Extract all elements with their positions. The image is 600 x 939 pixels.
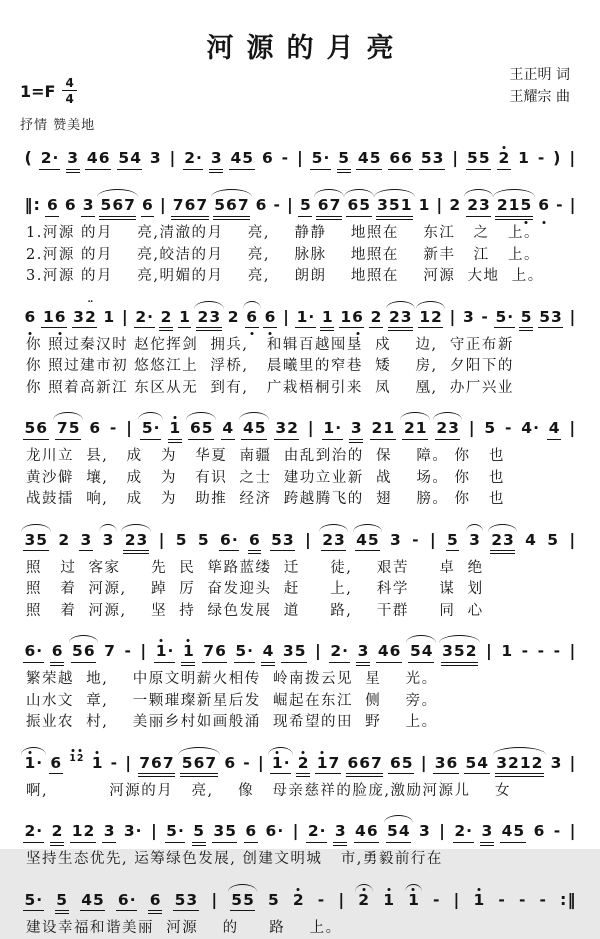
note-token: 6 [245,823,257,844]
note-token: 45 [356,532,380,553]
note-token: 6· [117,892,136,913]
note-token: - [481,309,488,330]
note-token: 4· [521,420,540,441]
lyric-line: 坚持生态优先, 运筹绿色发展, 创建文明城 市,勇毅前行在 [26,849,580,871]
note-token: - [537,643,544,664]
system-6 [20,746,580,803]
barline: | [125,754,132,773]
system-7 [20,814,580,871]
lyric-line: 你 照过建市初 悠悠江上 浮桥, 晨曦里的窄巷 矮 房, 夕阳下的 [26,356,580,378]
barline: | [420,754,427,773]
note-token: 1· [323,420,342,441]
system-3 [20,411,580,511]
barline: | [305,531,312,550]
note-token: 3 [462,309,474,330]
time-signature [62,77,76,105]
note-token: 6· [265,823,284,844]
notation-line [20,411,580,446]
note-token: 56 [72,643,96,664]
key-signature [20,77,95,105]
barline: | [150,822,157,841]
note-token: 65 [189,420,213,441]
note-token: 53 [539,309,563,330]
note-token: 23 [197,309,221,330]
lyric-line: 照 着 河源, 踔 厉 奋发迎头 赶 上, 科学 谋 划 [26,579,580,601]
barline: | [429,531,436,550]
note-token: 45 [81,892,105,913]
note-token: - [433,892,440,913]
note-token: 54 [118,150,142,171]
note-token: 1 [501,643,513,664]
note-token: 1· [296,309,315,330]
note-token: 2 [498,150,510,171]
note-token: - [317,892,324,913]
note-token: 66 [389,150,413,171]
note-token: 12 [71,823,95,844]
note-token: 3¨ 2 [73,309,97,330]
note-token: 5 [197,532,209,553]
note-token: - [521,643,528,664]
note-token: 3212 [496,755,543,776]
lyric-line: 建设幸福和谐美丽 河源 的 路 上。 [26,918,580,939]
barline: | [307,419,314,438]
lyric-line: 你 照着高新江 东区从无 到有, 广栽梧桐引来 凤 凰, 办厂兴业 [26,378,580,400]
lyric-line: 照 着 河源, 坚 持 绿色发展 道 路, 干群 同 心 [26,601,580,623]
note-token: 3 [418,823,430,844]
note-token: 2· [40,150,59,171]
note-token: 54 [465,755,489,776]
lyrics-block [20,669,580,734]
note-token: 2 [227,309,239,330]
note-token: 567 [214,197,249,218]
note-token: 5 [193,823,205,844]
note-token: 54 [387,823,411,844]
note-token: 6 [142,197,154,218]
note-token: 6 [149,892,161,913]
note-token: 6 [24,309,36,330]
note-token: 1 [383,892,395,913]
barline: | [569,642,576,661]
barline: | [296,149,303,168]
barline: | [436,196,443,215]
notation-line [20,300,580,335]
barline: | [211,891,218,910]
barline: | [338,891,345,910]
note-token: 6· [24,643,43,664]
note-token: 6 [249,532,261,553]
note-token: 12 [419,309,443,330]
note-token: 1 [321,309,333,330]
note-token: 2· [454,823,473,844]
barline: | [287,196,294,215]
note-token: 6 [533,823,545,844]
key-label: 1=F [20,82,55,101]
system-4 [20,523,580,623]
note-token: 17 [316,755,340,776]
note-token: 567 [100,197,135,218]
lyrics-block [20,223,580,288]
note-token: 3 [82,197,94,218]
lyrics-block [20,558,580,623]
note-token: 5 [267,892,279,913]
note-token: 1 [103,309,115,330]
note-token: 1 [473,892,485,913]
note-token: 3 [481,823,493,844]
note-token: - [281,150,288,171]
note-token: 55 [231,892,255,913]
note-token: 5· [141,420,160,441]
note-token: 2 [449,197,461,218]
barline: | [283,308,290,327]
note-token: 5· [495,309,514,330]
note-token: 5 [56,892,68,913]
note-token: 1 [182,643,194,664]
barline: | [439,822,446,841]
note-token: 46 [355,823,379,844]
note-token: 2· [184,150,203,171]
lyrics-block [20,849,580,871]
notation-line [20,883,580,918]
note-token: 2· [330,643,349,664]
note-token: 35 [24,532,48,553]
note-token: 3 [80,532,92,553]
note-token: 5 [447,532,459,553]
barline: | [452,149,459,168]
barline: | [169,149,176,168]
note-token: 67 [317,197,341,218]
note-token: - [273,197,280,218]
note-token: 5 [547,532,559,553]
lyric-line: 2.河源 的月 亮,皎洁的月 亮, 脉脉 地照在 新丰 江 上。 [26,245,580,267]
note-token: 32 [275,420,299,441]
barline: | [292,822,299,841]
lyric-line: 龙川立 县, 成 为 华夏 南疆 由乱到治的 保 障。 你 也 [26,446,580,468]
note-token: 4 [548,420,560,441]
note-token: 2 [370,309,382,330]
note-token: 6 [64,197,76,218]
lyric-line: 照 过 客家 先 民 筚路蓝缕 迁 徒, 艰苦 卓 绝 [26,558,580,580]
note-token: 3· [123,823,142,844]
note-token: 1 [408,892,420,913]
note-token: 65 [389,755,413,776]
note-token: 5 [299,197,311,218]
note-token: 4 [222,420,234,441]
note-token: 2· [307,823,326,844]
note-token: 45 [230,150,254,171]
note-token: 6 [261,150,273,171]
note-token: 1· [24,755,43,776]
note-token: 5· [24,892,43,913]
note-token: 54 [409,643,433,664]
note-token: 351 [377,197,412,218]
note-token: 1 [518,150,530,171]
notation-line [20,523,580,558]
song-title: 河源的月亮 [20,26,580,65]
note-token: 5 [338,150,350,171]
note-token: 2 [358,892,370,913]
barline: | [569,754,576,773]
note-token: 45 [501,823,525,844]
note-token: 215 [496,197,531,218]
note-token: 767 [172,197,207,218]
note-token: 1· [155,643,174,664]
barline: | [486,642,493,661]
note-token: - [109,420,116,441]
note-token: 46 [377,643,401,664]
note-token: - [518,892,525,913]
score-header [20,67,580,133]
barline: | [449,308,456,327]
notation-line [20,814,580,849]
note-token: - [412,532,419,553]
note-token: 65 [347,197,371,218]
barline: | [126,419,133,438]
notation-line [20,634,580,669]
barline: | [158,531,165,550]
lyrics-block [20,446,580,511]
note-token: - [556,197,563,218]
note-token: 21 [371,420,395,441]
tempo-expression-text: 抒情 赞美地 [20,114,95,133]
note-token: - [553,823,560,844]
note-token: 3 [102,532,114,553]
barline: | [569,531,576,550]
barline: | [453,891,460,910]
note-token: 45 [242,420,266,441]
note-token: 5· [311,150,330,171]
system-1 [20,188,580,288]
note-token: 3 [67,150,79,171]
note-token: 2 [160,309,172,330]
credits [510,65,580,108]
lyrics-block [20,781,580,803]
note-token: 56 [24,420,48,441]
note-token: 6 [51,643,63,664]
note-token: 6 [264,309,276,330]
note-token: 6· [220,532,239,553]
notation-line [20,188,580,223]
lyric-line: 黄沙僻 壤, 成 为 有识 之士 建功立业新 战 场。 你 也 [26,468,580,490]
barline: | [569,419,576,438]
note-token: 5 [484,420,496,441]
note-token: - [498,892,505,913]
note-token: 6 [89,420,101,441]
barline: | [315,642,322,661]
note-token: - [110,755,117,776]
note-token: 4 [525,532,537,553]
note-token: 5· [166,823,185,844]
note-token: 16 [42,309,66,330]
system-5 [20,634,580,734]
composer-credit: 王耀宗 曲 [510,87,570,109]
lyrics-block [20,918,580,939]
note-token: 23 [322,532,346,553]
lyrics-block [20,335,580,400]
note-token: 53 [271,532,295,553]
note-token: 567 [181,755,216,776]
note-token: - [124,643,131,664]
note-token: 76 [203,643,227,664]
barline: | [121,308,128,327]
lyric-line: 你 照过秦汉时 赵佗挥剑 拥兵, 和辑百越囤垦 戍 边, 守正布新 [26,335,580,357]
note-token: 21 [403,420,427,441]
note-token: 1 [179,309,191,330]
note-token: - [505,420,512,441]
barline: | [468,419,475,438]
note-token: 3 [390,532,402,553]
note-token: 3 [550,755,562,776]
note-token: 3 [149,150,161,171]
lyric-line: 1.河源 的月 亮,清澈的月 亮, 静静 地照在 东江 之 上。 [26,223,580,245]
note-token: 767 [139,755,174,776]
notation-line [20,746,580,781]
note-token: 2 [292,892,304,913]
note-token: 7 [104,643,116,664]
note-token: 6 [46,197,58,218]
note-token: - [553,643,560,664]
note-token: 3 [350,420,362,441]
time-signature-top: 4 [62,77,76,91]
barline: | [569,149,576,168]
lyric-line: 3.河源 的月 亮,明媚的月 亮, 朗朗 地照在 河源 大地 上。 [26,266,580,288]
lyric-line: 战鼓擂 响, 成 为 助推 经济 跨越腾飞的 翅 膀。 你 也 [26,489,580,511]
system-8 [20,883,580,939]
time-signature-bottom: 4 [62,92,76,105]
system-0 [20,141,580,176]
note-token: - [537,150,544,171]
note-token: 6 [246,309,258,330]
note-token: 53 [174,892,198,913]
barline: ) [553,149,561,168]
note-token: 16 [340,309,364,330]
note-token: 1 [91,755,103,776]
note-token: 36 [434,755,458,776]
note-token: 1 [169,420,181,441]
notation-line [20,141,580,176]
note-token: 53 [420,150,444,171]
system-2 [20,300,580,400]
note-token: 5 [520,309,532,330]
lyricist-credit: 王正明 词 [510,65,570,87]
note-token: 3 [469,532,481,553]
note-token: 46 [86,150,110,171]
note-token: 45 [357,150,381,171]
lyric-line: 繁荣越 地, 中原文明薪火相传 岭南拨云见 星 光。 [26,669,580,691]
barline: | [257,754,264,773]
key-tempo-block [20,77,95,133]
note-token: 6 [255,197,267,218]
lyric-line: 山水文 章, 一颗璀璨新星后发 崛起在东江 侧 旁。 [26,691,580,713]
barline: | [159,196,166,215]
note-token: 23 [124,532,148,553]
note-token: 2 [51,823,63,844]
note-token: 6 [224,755,236,776]
barline: | [569,822,576,841]
note-token: 23 [491,532,515,553]
barline: :‖ [560,891,576,910]
note-token: 23 [467,197,491,218]
note-token: 2 [58,532,70,553]
note-token: 3 [210,150,222,171]
note-token: 2· [24,823,43,844]
note-token: 3 [357,643,369,664]
note-token: 6 [50,755,62,776]
note-token: 1 [418,197,430,218]
score-body [20,141,580,939]
grace-note: 12 [69,753,84,768]
note-token: 55 [467,150,491,171]
barline: ‖: [24,196,40,215]
note-token: 4 [262,643,274,664]
note-token: - [243,755,250,776]
note-token: 35 [282,643,306,664]
barline: | [569,196,576,215]
note-token: - [539,892,546,913]
note-token: 23 [389,309,413,330]
barline: ( [24,149,32,168]
note-token: 5· [235,643,254,664]
note-token: 3 [103,823,115,844]
note-token: 5 [175,532,187,553]
note-token: 352 [442,643,477,664]
barline: | [569,308,576,327]
note-token: 1· [271,755,290,776]
note-token: 6 [538,197,550,218]
note-token: 3 [334,823,346,844]
note-token: 2 [297,755,309,776]
note-token: 35 [213,823,237,844]
lyric-line: 振业农 村, 美丽乡村如画般涌 现希望的田 野 上。 [26,712,580,734]
lyric-line: 啊, 河源的月 亮, 像 母亲慈祥的脸庞,激励河源儿 女 [26,781,580,803]
note-token: 75 [56,420,80,441]
note-token: 667 [347,755,382,776]
note-token: 23 [436,420,460,441]
note-token: 2· [135,309,154,330]
barline: | [140,642,147,661]
